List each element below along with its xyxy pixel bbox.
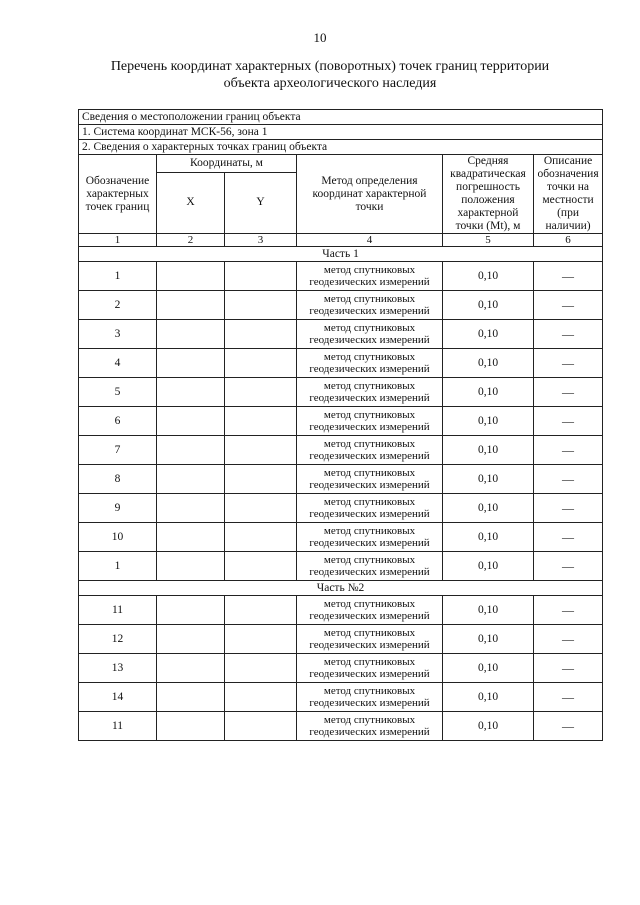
y-cell: [225, 552, 297, 581]
y-cell: [225, 378, 297, 407]
point-cell: 5: [79, 378, 157, 407]
y-cell: [225, 654, 297, 683]
title-line-2: объекта археологического наследия: [223, 76, 437, 91]
error-cell: 0,10: [443, 596, 534, 625]
description-cell: —: [534, 596, 603, 625]
description-cell: —: [534, 407, 603, 436]
x-cell: [157, 683, 225, 712]
page-number: 10: [313, 30, 327, 45]
table-row: [79, 407, 603, 436]
error-cell: 0,10: [443, 436, 534, 465]
y-cell: [225, 291, 297, 320]
part-header-row: [79, 247, 603, 262]
x-cell: [157, 552, 225, 581]
x-cell: [157, 625, 225, 654]
header-y: Y: [225, 172, 297, 233]
y-cell: [225, 407, 297, 436]
description-cell: —: [534, 349, 603, 378]
point-cell: 6: [79, 407, 157, 436]
error-cell: 0,10: [443, 494, 534, 523]
description-cell: —: [534, 654, 603, 683]
part-label: Часть 1: [79, 247, 603, 262]
header-description: Описание обозначения точки на местности (при наличии): [534, 155, 603, 234]
column-number: 4: [297, 234, 443, 247]
error-cell: 0,10: [443, 407, 534, 436]
method-cell: метод спутниковых геодезических измерений: [297, 596, 443, 625]
x-cell: [157, 596, 225, 625]
error-cell: 0,10: [443, 683, 534, 712]
table-row: [79, 523, 603, 552]
x-cell: [157, 654, 225, 683]
error-cell: 0,10: [443, 712, 534, 741]
x-cell: [157, 407, 225, 436]
info-system-row: [79, 125, 603, 140]
description-cell: —: [534, 262, 603, 291]
point-cell: 4: [79, 349, 157, 378]
y-cell: [225, 349, 297, 378]
y-cell: [225, 436, 297, 465]
method-cell: метод спутниковых геодезических измерений: [297, 523, 443, 552]
x-cell: [157, 349, 225, 378]
part-label: Часть №2: [79, 581, 603, 596]
y-cell: [225, 494, 297, 523]
x-cell: [157, 378, 225, 407]
header-row-1: [79, 155, 603, 173]
description-cell: —: [534, 683, 603, 712]
method-cell: метод спутниковых геодезических измерений: [297, 625, 443, 654]
description-cell: —: [534, 625, 603, 654]
column-numbers-row: [79, 234, 603, 247]
x-cell: [157, 291, 225, 320]
y-cell: [225, 712, 297, 741]
point-cell: 14: [79, 683, 157, 712]
description-cell: —: [534, 552, 603, 581]
point-cell: 1: [79, 262, 157, 291]
column-number: 2: [157, 234, 225, 247]
header-method: Метод определения координат характерной точки: [297, 155, 443, 234]
method-cell: метод спутниковых геодезических измерений: [297, 712, 443, 741]
header-x: X: [157, 172, 225, 233]
header-coords: Координаты, м: [157, 155, 297, 173]
x-cell: [157, 465, 225, 494]
error-cell: 0,10: [443, 378, 534, 407]
description-cell: —: [534, 291, 603, 320]
y-cell: [225, 683, 297, 712]
method-cell: метод спутниковых геодезических измерений: [297, 494, 443, 523]
info-location: Сведения о местоположении границ объекта: [79, 110, 603, 125]
point-cell: 11: [79, 596, 157, 625]
point-cell: 12: [79, 625, 157, 654]
point-cell: 10: [79, 523, 157, 552]
method-cell: метод спутниковых геодезических измерений: [297, 654, 443, 683]
table-row: [79, 625, 603, 654]
point-cell: 9: [79, 494, 157, 523]
point-cell: 1: [79, 552, 157, 581]
method-cell: метод спутниковых геодезических измерений: [297, 291, 443, 320]
error-cell: 0,10: [443, 291, 534, 320]
method-cell: метод спутниковых геодезических измерений: [297, 552, 443, 581]
table-row: [79, 436, 603, 465]
column-number: 3: [225, 234, 297, 247]
point-cell: 2: [79, 291, 157, 320]
title-line-1: Перечень координат характерных (поворотных) точек границ территории: [110, 59, 550, 74]
method-cell: метод спутниковых геодезических измерений: [297, 465, 443, 494]
description-cell: —: [534, 436, 603, 465]
x-cell: [157, 436, 225, 465]
point-cell: 7: [79, 436, 157, 465]
table-row: [79, 712, 603, 741]
error-cell: 0,10: [443, 523, 534, 552]
table-row: [79, 494, 603, 523]
description-cell: —: [534, 523, 603, 552]
x-cell: [157, 320, 225, 349]
table-row: [79, 596, 603, 625]
table-row: [79, 262, 603, 291]
column-number: 1: [79, 234, 157, 247]
x-cell: [157, 523, 225, 552]
table-row: [79, 552, 603, 581]
error-cell: 0,10: [443, 625, 534, 654]
table-row: [79, 683, 603, 712]
x-cell: [157, 494, 225, 523]
description-cell: —: [534, 465, 603, 494]
table-row: [79, 291, 603, 320]
method-cell: метод спутниковых геодезических измерений: [297, 683, 443, 712]
coordinates-table: [78, 109, 603, 741]
info-location-row: [79, 110, 603, 125]
info-points: 2. Сведения о характерных точках границ объекта: [79, 140, 603, 155]
description-cell: —: [534, 494, 603, 523]
error-cell: 0,10: [443, 654, 534, 683]
document-title: [60, 58, 600, 92]
y-cell: [225, 625, 297, 654]
point-cell: 3: [79, 320, 157, 349]
table-row: [79, 378, 603, 407]
y-cell: [225, 523, 297, 552]
table-row: [79, 349, 603, 378]
point-cell: 13: [79, 654, 157, 683]
y-cell: [225, 596, 297, 625]
point-cell: 8: [79, 465, 157, 494]
description-cell: —: [534, 320, 603, 349]
description-cell: —: [534, 712, 603, 741]
method-cell: метод спутниковых геодезических измерений: [297, 407, 443, 436]
info-system: 1. Система координат МСК-56, зона 1: [79, 125, 603, 140]
error-cell: 0,10: [443, 552, 534, 581]
info-points-row: [79, 140, 603, 155]
header-error: Средняя квадратическая погрешность положения характерной точки (Mt), м: [443, 155, 534, 234]
y-cell: [225, 262, 297, 291]
header-designation: Обозначение характерных точек границ: [79, 155, 157, 234]
method-cell: метод спутниковых геодезических измерений: [297, 349, 443, 378]
y-cell: [225, 320, 297, 349]
error-cell: 0,10: [443, 262, 534, 291]
column-number: 6: [534, 234, 603, 247]
method-cell: метод спутниковых геодезических измерений: [297, 436, 443, 465]
part-header-row: [79, 581, 603, 596]
table-row: [79, 654, 603, 683]
column-number: 5: [443, 234, 534, 247]
error-cell: 0,10: [443, 349, 534, 378]
method-cell: метод спутниковых геодезических измерений: [297, 320, 443, 349]
x-cell: [157, 262, 225, 291]
error-cell: 0,10: [443, 465, 534, 494]
table-row: [79, 320, 603, 349]
method-cell: метод спутниковых геодезических измерений: [297, 262, 443, 291]
description-cell: —: [534, 378, 603, 407]
table-row: [79, 465, 603, 494]
y-cell: [225, 465, 297, 494]
x-cell: [157, 712, 225, 741]
point-cell: 11: [79, 712, 157, 741]
method-cell: метод спутниковых геодезических измерений: [297, 378, 443, 407]
error-cell: 0,10: [443, 320, 534, 349]
